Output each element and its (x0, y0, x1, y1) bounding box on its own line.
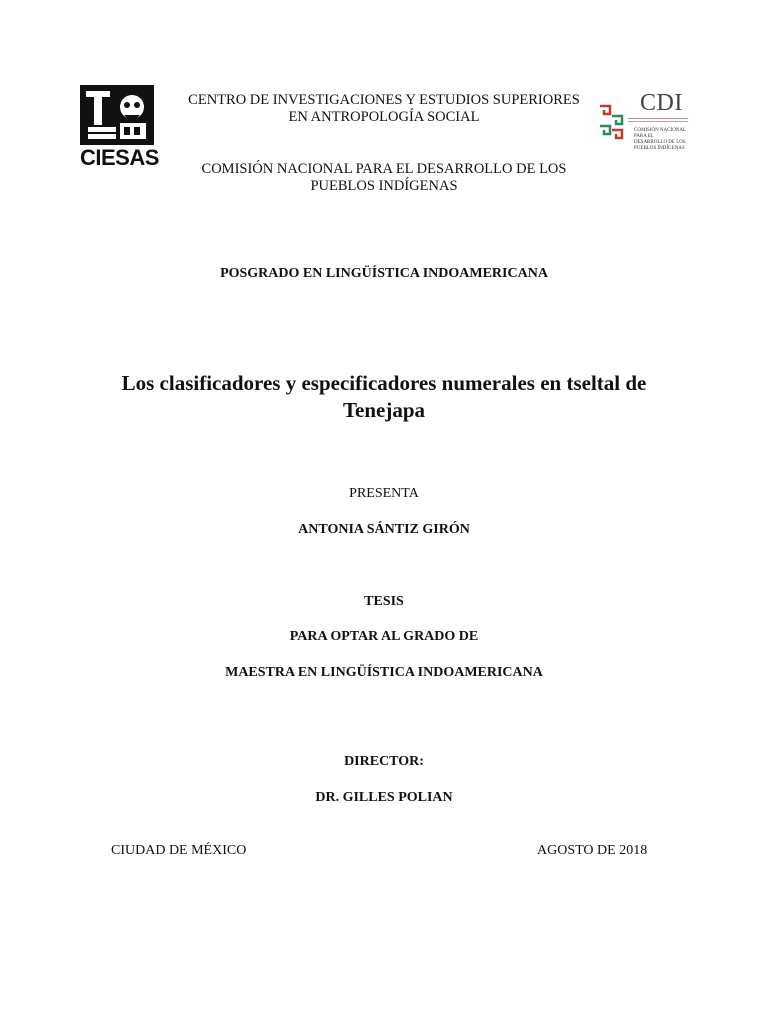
thesis-title (0, 370, 768, 424)
ciesas-logo-text: CIESAS (80, 145, 159, 170)
title-line-1: Los clasificadores y especificadores numerales en tseltal de (121, 371, 647, 395)
cdi-divider (628, 118, 688, 119)
degree-line-1: PARA OPTAR AL GRADO DE (289, 629, 479, 644)
commission-line-2: PUEBLOS INDÍGENAS (310, 178, 458, 194)
cdi-logo-text: CDI (640, 90, 683, 116)
commission-line-1: COMISIÓN NACIONAL PARA EL DESARROLLO DE LOS (201, 161, 567, 177)
institution-line-2: EN ANTROPOLOGÍA SOCIAL (288, 109, 480, 125)
commission-name (0, 161, 768, 195)
director-label: DIRECTOR: (344, 754, 424, 769)
title-line-2: Tenejapa (342, 398, 426, 422)
cdi-fret-icon (598, 104, 624, 140)
place: CIUDAD DE MÉXICO (111, 843, 247, 858)
thesis-label: TESIS (364, 594, 404, 609)
date: AGOSTO DE 2018 (537, 843, 648, 858)
director-name: DR. GILLES POLIAN (315, 790, 453, 805)
cdi-divider-accent (628, 121, 688, 122)
institution-line-1: CENTRO DE INVESTIGACIONES Y ESTUDIOS SUPERIORES (188, 92, 580, 108)
cdi-logo (598, 88, 690, 160)
cdi-logo-subtext: COMISIÓN NACIONAL PARA EL DESARROLLO DE LOS PUEBLOS INDÍGENAS (634, 128, 686, 151)
degree-line-2: MAESTRA EN LINGÜÍSTICA INDOAMERICANA (225, 665, 543, 680)
presents-label: PRESENTA (349, 486, 419, 501)
author-name: ANTONIA SÁNTIZ GIRÓN (298, 522, 470, 537)
program-name: POSGRADO EN LINGÜÍSTICA INDOAMERICANA (220, 266, 548, 281)
